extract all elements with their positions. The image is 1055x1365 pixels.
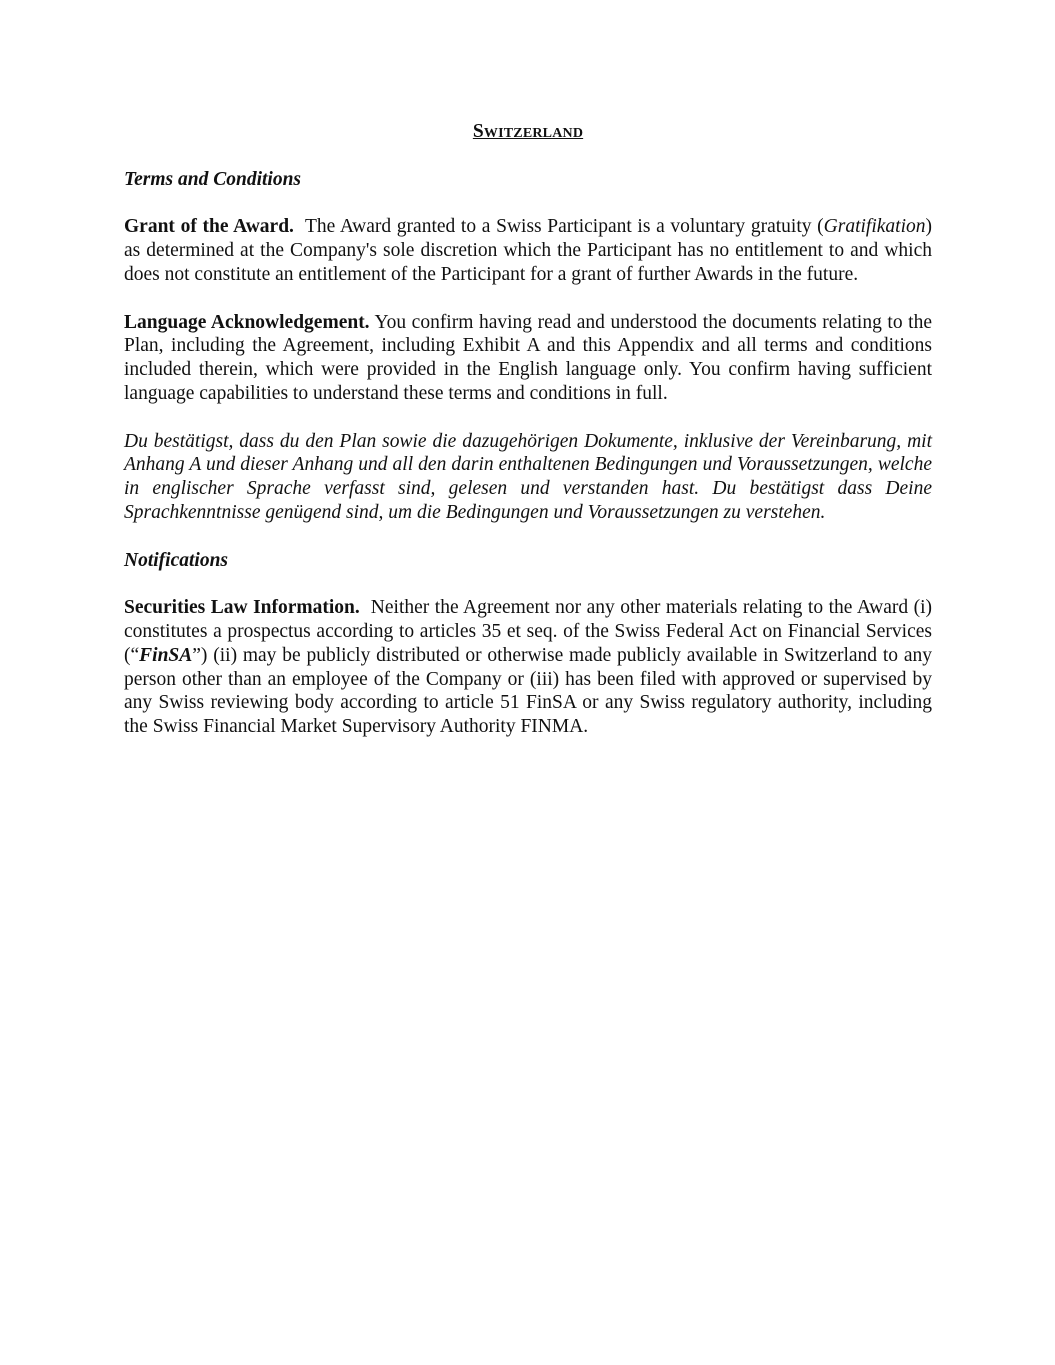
grant-text-1: The Award granted to a Swiss Participant is a voluntary gratuity ( [304, 216, 824, 238]
grant-text-2: ) as determined at the Company's sole discretion which the Participant has no entitlement to and which does not constitute an entitlement of the Participant for a grant of further Awards in the future. [124, 216, 932, 285]
german-paragraph: Du bestätigst, dass du den Plan sowie die dazugehörigen Dokumente, inklusive der Vereinbarung, mit Anhang A und dieser Anhang und all den darin enthaltenen Bedingungen und Voraussetzungen, welche in englischer Sprache verfasst sind, gelesen und verstanden hast. Du bestätigst dass Deine Sprachkenntnisse genügend sind, um die Bedingungen und Voraussetzungen zu verstehen. [124, 430, 932, 523]
grant-term: Gratifikation [823, 216, 926, 238]
document-title: Switzerland [472, 121, 584, 142]
securities-text-2: ”) (ii) may be publicly distributed or otherwise made publicly available in Switzerland to any person other than an employee of the Company or (iii) has been filed with approved or supervised by any Swiss reviewing body according to article 51 FinSA or any Swiss regulatory authority, including the Swiss Financial Market Supervisory Authority FINMA. [124, 644, 932, 738]
document-page [124, 120, 932, 763]
notifications-heading: Notifications [124, 549, 229, 571]
securities-paragraph [124, 596, 932, 739]
grant-paragraph [124, 215, 932, 286]
grant-lead: Grant of the Award. [124, 216, 294, 238]
securities-lead: Securities Law Information. [124, 597, 360, 619]
language-lead: Language Acknowledgement. [124, 311, 370, 333]
language-paragraph [124, 311, 932, 406]
terms-heading: Terms and Conditions [124, 168, 302, 190]
securities-text-1: Neither the Agreement nor any other materials relating to the Award (i) constitutes a prospectus according to articles 35 et seq. of the Swiss Federal Act on Financial Services (“ [124, 597, 932, 666]
language-text: You confirm having read and understood the documents relating to the Plan, including the Agreement, including Exhibit A and this Appendix and all terms and conditions included therein, which were provided in the English language only. You confirm having sufficient language capabilities to understand these terms and conditions in full. [124, 311, 932, 404]
securities-term: FinSA [139, 644, 193, 666]
